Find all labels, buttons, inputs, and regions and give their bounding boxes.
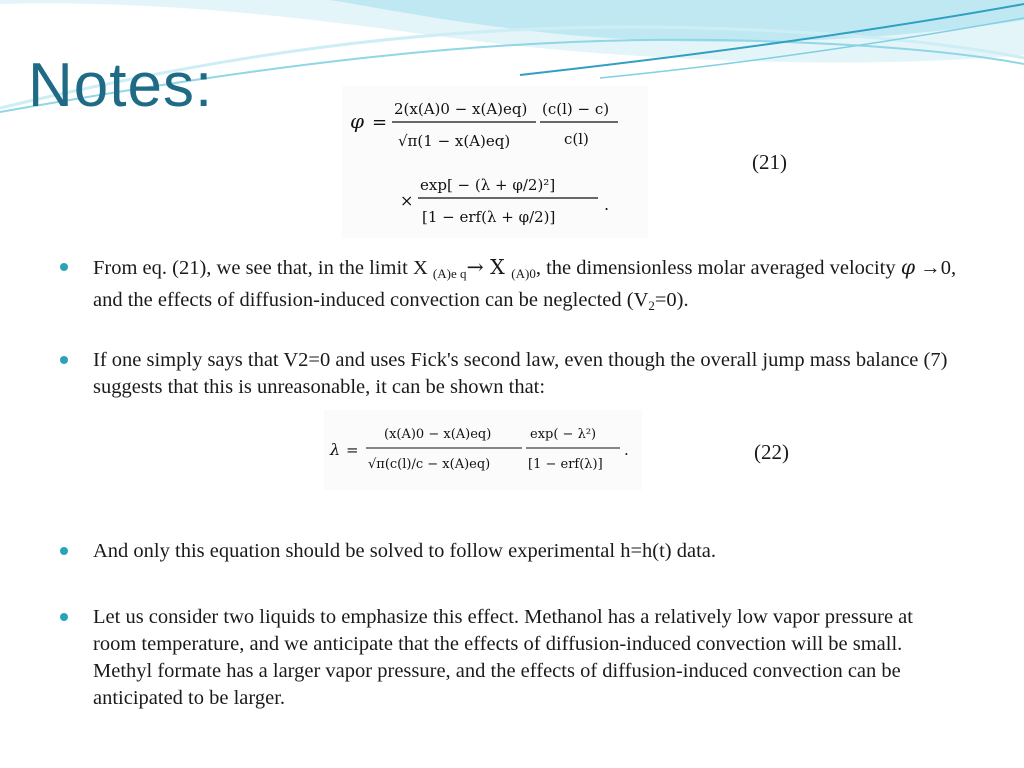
eq22-lambda: λ	[330, 440, 341, 459]
eq22-numerator-1: (x(A)0 − x(A)eq)	[384, 427, 492, 442]
eq21-denominator-2: c(l)	[564, 130, 589, 148]
equation-21	[342, 86, 648, 238]
eq21-denominator-3: [1 − erf(λ + φ/2)]	[422, 208, 556, 226]
bullet-4-text: Let us consider two liquids to emphasize this effect. Methanol has a relatively low vapor pressure at room temperature, and we anticipate that the effects of diffusion-induced convection will be small. Methyl formate has a larger vapor pressure, and the effects of diffusion-induced convection can be anticipated to be larger.	[93, 606, 913, 709]
eq22-denominator-2: [1 − erf(λ)]	[528, 457, 603, 472]
bullet-dot	[60, 356, 68, 364]
bullet-3	[60, 538, 960, 565]
eq21-numerator-1: 2(x(A)0 − x(A)eq)	[394, 100, 528, 118]
equation-22-number: (22)	[754, 440, 789, 464]
bullet-2-text: If one simply says that V2=0 and uses Fick's second law, even though the overall jump mass balance (7) suggests that this is unreasonable, it can be shown that:	[93, 349, 948, 398]
bullet-1	[60, 254, 960, 319]
bullet-3-text: And only this equation should be solved to follow experimental h=h(t) data.	[93, 540, 717, 562]
equation-21-number: (21)	[752, 150, 787, 174]
bullet-4	[60, 604, 960, 712]
eq22-numerator-2: exp( − λ²)	[530, 427, 597, 442]
eq21-period: .	[604, 195, 610, 214]
bullet-dot	[60, 547, 68, 555]
bullet-2	[60, 347, 960, 401]
eq21-denominator-1: √π(1 − x(A)eq)	[398, 132, 511, 150]
eq22-equals: =	[346, 441, 359, 459]
bullet-1-text: From eq. (21), we see that, in the limit X $_{(A)e q}$→ X $_{(A)0}$, the dimensionless molar averaged velocity φ →0, and the effects of diffusion-induced convection can be neglected $(V_2=0)$.	[93, 255, 957, 313]
eq21-numerator-2: (c(l) − c)	[542, 100, 610, 118]
eq21-equals: =	[372, 112, 388, 133]
bullet-dot	[60, 263, 68, 271]
eq22-period: .	[624, 441, 629, 459]
slide-title: Notes:	[28, 51, 214, 120]
bullet-dot	[60, 613, 68, 621]
eq22-denominator-1: √π(c(l)/c − x(A)eq)	[368, 457, 491, 472]
equation-22	[324, 410, 642, 490]
eq21-phi: φ	[350, 109, 365, 133]
eq21-numerator-3: exp[ − (λ + φ/2)²]	[420, 176, 556, 194]
eq21-times: ×	[400, 191, 414, 210]
